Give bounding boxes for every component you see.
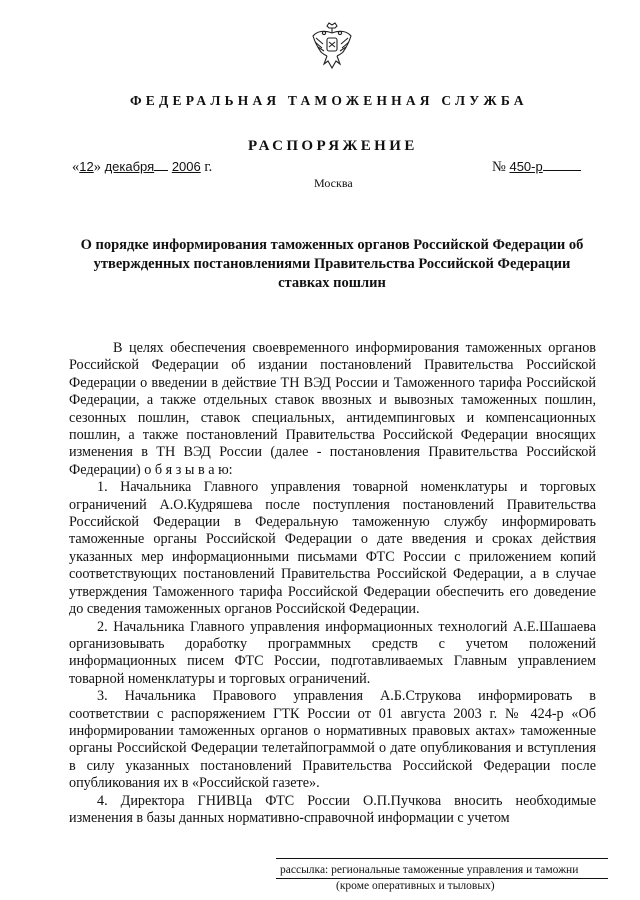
document-body (69, 340, 596, 827)
document-type: РАСПОРЯЖЕНИЕ (248, 138, 418, 154)
number-sign: № (492, 159, 506, 175)
city: Москва (314, 176, 353, 190)
title-line: ставках пошлин (278, 275, 386, 291)
distribution-rule-bottom (276, 878, 608, 879)
body-paragraph-3: 3. Начальника Правового управления А.Б.Струкова информировать в соответствии с распоряжением ГТК России от 01 августа 2003 г. № 424-р «Об информировании таможенных органов о нормативных правовых актах» таможенные органы Российской Федерации телетайпограммой о дате опубликования и вступления в силу указанных постановлений Правительства Российской Федерации после опубликования их в «Российской газете». (69, 688, 596, 792)
body-paragraph-preamble: В целях обеспечения своевременного информирования таможенных органов Российской Федерации об издании постановлений Правительства Российской Федерации о введении в действие ТН ВЭД России и Таможенного тарифа Российской Федерации, а также отдельных ставок ввозных и вывозных таможенных пошлин, сезонных пошлин, ставок специальных, антидемпинговых и компенсационных пошлин, а также постановлений Правительства Российской Федерации вносящих изменения в ТН ВЭД России (далее - постановления Правительства Российской Федерации) о б я з ы в а ю: (69, 340, 596, 478)
title-line: утвержденных постановлениями Правительства Российской Федерации (93, 256, 571, 272)
body-paragraph-1: 1. Начальника Главного управления товарной номенклатуры и торговых ограничений А.О.Кудряшева после поступления постановлений Правительства Российской Федерации в Федеральную таможенную службу информировать таможенные органы Российской Федерации о дате введения и сроках действия указанных мер информационными письмами ФТС России с приложением копий соответствующих постановлений Правительства Российской Федерации, а в случае утверждения Таможенного тарифа Российской Федерации обеспечить его доведение до сведения таможенных органов Российской Федерации. (69, 479, 596, 618)
body-paragraph-4: 4. Директора ГНИВЦа ФТС России О.П.Пучкова вносить необходимые изменения в базы данных нормативно-справочной информации с учетом (69, 792, 596, 826)
date-suffix: г. (204, 159, 213, 175)
distribution-line-2: (кроме оперативных и тыловых) (336, 880, 495, 892)
title-line: О порядке информирования таможенных органов Российской Федерации об (80, 237, 584, 253)
date-month: декабря (104, 159, 155, 174)
document-date (72, 158, 212, 176)
document-title (62, 236, 602, 293)
number-underline (543, 158, 581, 171)
number-value: 450-р (509, 159, 543, 174)
date-underline (154, 158, 168, 171)
coat-of-arms-icon (311, 22, 353, 70)
date-year: 2006 (171, 159, 201, 174)
date-quote-open: « (72, 159, 80, 175)
distribution-line-1: рассылка: региональные таможенные управления и таможни (280, 864, 579, 876)
agency-name: ФЕДЕРАЛЬНАЯ ТАМОЖЕННАЯ СЛУЖБА (130, 93, 528, 108)
distribution-rule-top (276, 858, 608, 859)
date-quote-close: » (93, 159, 101, 175)
date-day: 12 (79, 159, 94, 174)
document-number (492, 158, 581, 176)
body-paragraph-2: 2. Начальника Главного управления информационных технологий А.Е.Шашаева организовывать доработку программных средств с учетом положений информационных писем ФТС России, подготавливаемых Главным управлением товарной номенклатуры и торговых ограничений. (69, 618, 596, 687)
